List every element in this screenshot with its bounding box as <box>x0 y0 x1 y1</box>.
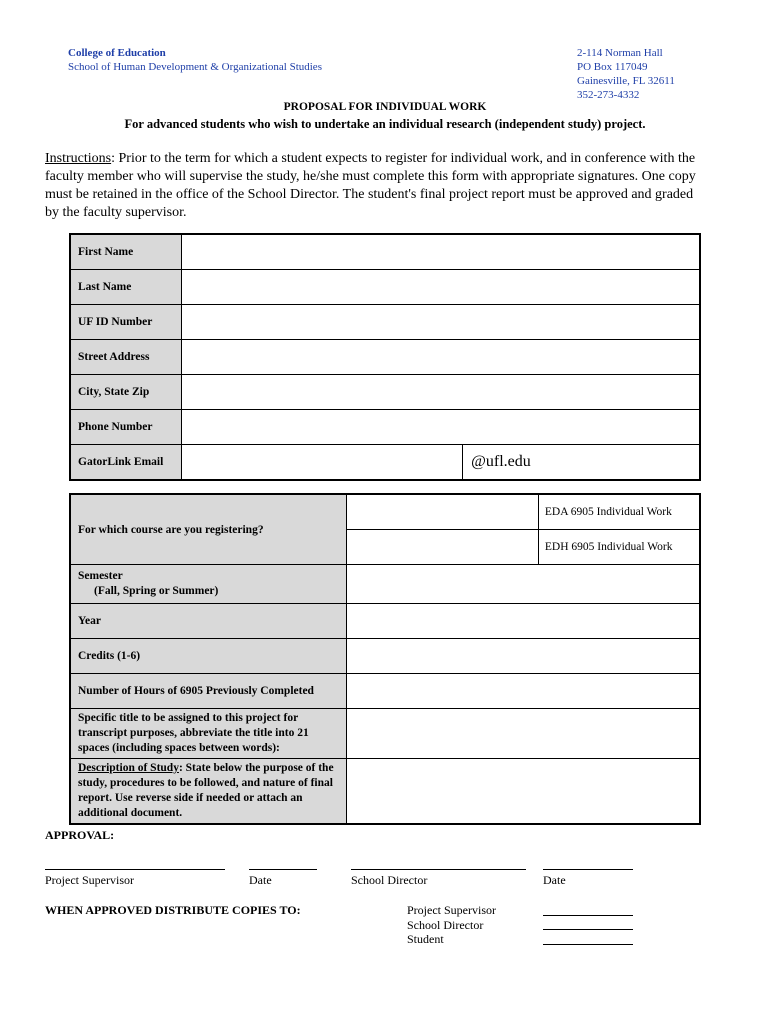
last-name-field[interactable] <box>182 270 700 305</box>
table-row <box>70 234 700 270</box>
date-line-2[interactable] <box>543 869 633 870</box>
table-row <box>70 270 700 305</box>
date-label-1: Date <box>249 873 272 887</box>
project-supervisor-label: Project Supervisor <box>45 873 134 887</box>
credits-label: Credits (1-6) <box>70 639 346 674</box>
school-director-signature-line[interactable] <box>351 869 526 870</box>
address-line: Gainesville, FL 32611 <box>577 75 675 87</box>
address-line: PO Box 117049 <box>577 61 648 73</box>
course-question-label: For which course are you registering? <box>70 494 346 565</box>
semester-field[interactable] <box>346 565 700 604</box>
form-subtitle: For advanced students who wish to undertake an individual research (independent study) project. <box>124 117 646 131</box>
address-line: 2-114 Norman Hall <box>577 47 663 59</box>
table-row <box>70 709 700 759</box>
table-row <box>70 340 700 375</box>
school-name: School of Human Development & Organizational Studies <box>68 61 322 73</box>
form-title: PROPOSAL FOR INDIVIDUAL WORK <box>283 101 487 113</box>
phone-field[interactable] <box>182 410 700 445</box>
college-header <box>68 46 322 74</box>
table-row <box>70 759 700 825</box>
semester-title: Semester <box>78 570 123 582</box>
recipient-project-supervisor: Project Supervisor <box>407 903 496 917</box>
street-address-label: Street Address <box>70 340 182 375</box>
description-heading: Description of Study <box>78 762 179 774</box>
table-row <box>70 639 700 674</box>
table-row <box>70 604 700 639</box>
city-state-zip-label: City, State Zip <box>70 375 182 410</box>
last-name-label: Last Name <box>70 270 182 305</box>
hours-completed-label: Number of Hours of 6905 Previously Completed <box>70 674 346 709</box>
email-suffix: @ufl.edu <box>463 445 700 481</box>
description-label <box>70 759 346 825</box>
date-label-2: Date <box>543 873 566 887</box>
instructions <box>45 150 705 222</box>
email-label: GatorLink Email <box>70 445 182 481</box>
table-row <box>70 494 700 530</box>
distribution-heading: WHEN APPROVED DISTRIBUTE COPIES TO: <box>45 903 301 917</box>
course-option-1-checkbox[interactable] <box>346 494 538 530</box>
student-info-table <box>69 233 701 481</box>
distribution-check-line-2[interactable] <box>543 929 633 930</box>
description-text: : State below the purpose of the study, procedures to be followed, and nature of final report. Use reverse side if needed or attach an additional document. <box>78 762 334 819</box>
course-info-table <box>69 493 701 825</box>
first-name-label: First Name <box>70 234 182 270</box>
phone-label: Phone Number <box>70 410 182 445</box>
email-field[interactable] <box>182 445 463 481</box>
distribution-list <box>407 903 496 947</box>
description-field[interactable] <box>346 759 700 825</box>
first-name-field[interactable] <box>182 234 700 270</box>
instructions-label: Instructions <box>45 151 112 166</box>
table-row <box>70 375 700 410</box>
distribution-check-line-1[interactable] <box>543 915 633 916</box>
hours-completed-field[interactable] <box>346 674 700 709</box>
ufid-field[interactable] <box>182 305 700 340</box>
credits-field[interactable] <box>346 639 700 674</box>
year-label: Year <box>70 604 346 639</box>
date-line-1[interactable] <box>249 869 317 870</box>
project-title-label: Specific title to be assigned to this project for transcript purposes, abbreviate the title into 21 spaces (including spaces between words): <box>70 709 346 759</box>
course-option-2-checkbox[interactable] <box>346 530 538 565</box>
table-row <box>70 565 700 604</box>
year-field[interactable] <box>346 604 700 639</box>
project-supervisor-signature-line[interactable] <box>45 869 225 870</box>
ufid-label: UF ID Number <box>70 305 182 340</box>
course-option-1-label: EDA 6905 Individual Work <box>538 494 700 530</box>
recipient-school-director: School Director <box>407 917 484 932</box>
college-name: College of Education <box>68 47 166 59</box>
table-row <box>70 305 700 340</box>
city-state-zip-field[interactable] <box>182 375 700 410</box>
distribution-check-line-3[interactable] <box>543 944 633 945</box>
recipient-student: Student <box>407 932 444 946</box>
table-row <box>70 674 700 709</box>
approval-heading: APPROVAL: <box>45 828 115 842</box>
school-director-label: School Director <box>351 873 428 887</box>
table-row <box>70 445 700 481</box>
course-option-2-label: EDH 6905 Individual Work <box>538 530 700 565</box>
address-line: 352-273-4332 <box>577 89 640 101</box>
table-row <box>70 410 700 445</box>
project-title-field[interactable] <box>346 709 700 759</box>
street-address-field[interactable] <box>182 340 700 375</box>
semester-hint: (Fall, Spring or Summer) <box>94 585 219 597</box>
school-address <box>577 46 675 102</box>
semester-label <box>70 565 346 604</box>
instructions-text: : Prior to the term for which a student expects to register for individual work, and in conference with the faculty member who will supervise the study, he/she must complete this form with appropriate signatures. One copy must be retained in the office of the School Director. The student's final project report must be approved and graded by the faculty supervisor. <box>45 151 696 220</box>
